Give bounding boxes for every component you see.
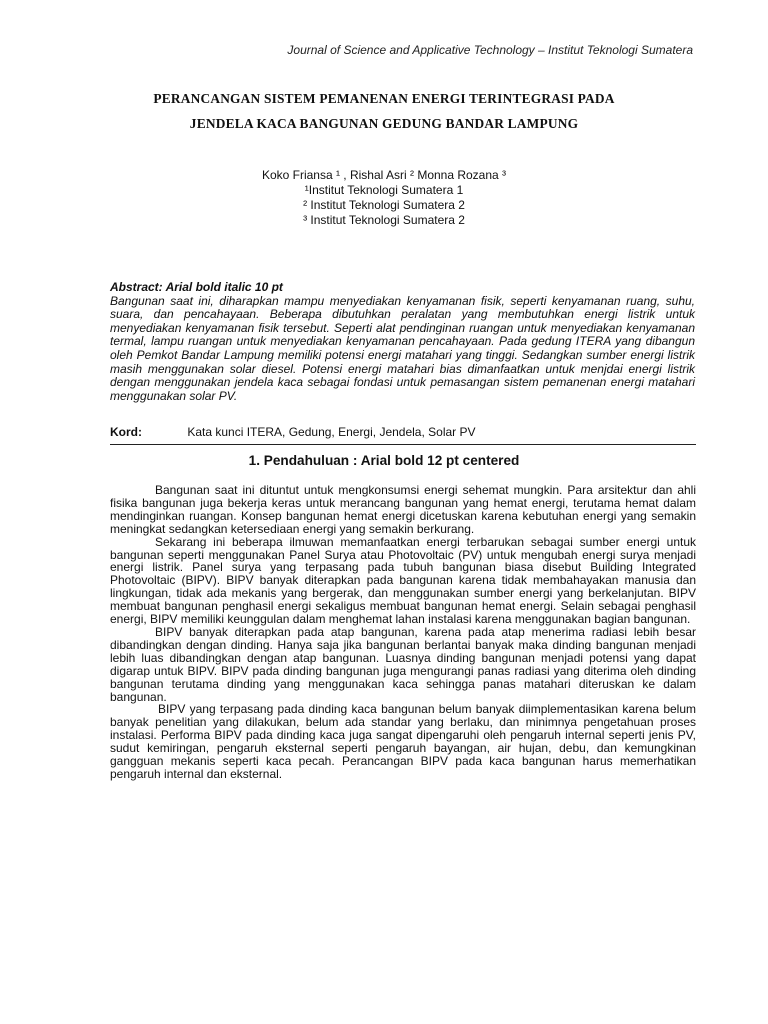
- title-line-1: PERANCANGAN SISTEM PEMANENAN ENERGI TERINTEGRASI PADA: [153, 91, 615, 106]
- body-paragraph-4: BIPV yang terpasang pada dinding kaca bangunan belum banyak diimplementasikan karena belum banyak penelitian yang dilakukan, belum ada standar yang berlaku, dan minimnya pengetahuan proses instalasi. Performa BIPV pada dinding kaca juga sangat dipengaruhi oleh pengaruh internal seperti jenis PV, sudut kemiringan, pengaruh eksternal seperti pengaruh bayangan, air hujan, debu, dan kemungkinan gangguan mekanis seperti kaca pecah. Perancangan BIPV pada kaca bangunan harus memerhatikan pengaruh internal dan eksternal.: [110, 702, 696, 781]
- body-paragraph-2: Sekarang ini beberapa ilmuwan memanfaatkan energi terbarukan sebagai sumber energi untuk bangunan seperti menggunakan Panel Surya atau Photovoltaic (PV) untuk mengubah energi surya menjadi energi listrik. Panel surya yang terpasang pada tubuh bangunan biasa disebut Building Integrated Photovoltaic (BIPV). BIPV banyak diterapkan pada bangunan karena tidak membahayakan manusia dan lingkungan, tidak ada mekanis yang bergerak, dan menggunakan sumber energi yang berkelanjutan. BIPV membuat bangunan penghasil energi sekaligus membuat bangunan hemat energi. Selain sebagai penghasil energi, BIPV memiliki keunggulan dalam menghemat lahan instalasi karena menggunakan bagian bangunan.: [110, 534, 696, 627]
- keywords-label: Kord:: [110, 425, 142, 439]
- journal-header: Journal of Science and Applicative Technology – Institut Teknologi Sumatera: [287, 43, 693, 57]
- affiliation-3: ³ Institut Teknologi Sumatera 2: [303, 213, 465, 227]
- abstract-text: Bangunan saat ini, diharapkan mampu menyediakan kenyamanan fisik, seperti kenyamanan ruang, suhu, suara, dan pencahayaan. Beberapa dibutuhkan peralatan yang membutuhkan energi listrik untuk menyediakan kenyamanan fisik tersebut. Seperti alat pendinginan ruangan untuk menyediakan kenyamanan termal, lampu ruangan untuk menyediakan kenyamanan pencahayaan. Pada gedung ITERA yang dibangun oleh Pemkot Bandar Lampung memiliki potensi energi matahari yang tinggi. Sedangkan sumber energi listrik masih menggunakan solar diesel. Potensi energi matahari bias dimanfaatkan untuk menjdai energi listrik dengan menggunakan jendela kaca sebagai fondasi untuk pemasangan sistem pemanenan energi matahari menggunakan solar PV.: [110, 293, 695, 403]
- author-names: Koko Friansa ¹ , Rishal Asri ² Monna Rozana ³: [261, 168, 507, 182]
- abstract-heading: Abstract: Arial bold italic 10 pt: [110, 280, 283, 294]
- title-line-2: JENDELA KACA BANGUNAN GEDUNG BANDAR LAMPUNG: [189, 116, 579, 131]
- section-divider: [110, 444, 696, 445]
- keywords-value: Kata kunci ITERA, Gedung, Energi, Jendela, Solar PV: [187, 425, 476, 439]
- abstract-section: [110, 281, 695, 403]
- section-heading: 1. Pendahuluan : Arial bold 12 pt centered: [248, 453, 520, 468]
- section-body: [110, 484, 696, 781]
- keywords-row: [110, 425, 476, 440]
- paper-title: [60, 86, 708, 136]
- affiliation-2: ² Institut Teknologi Sumatera 2: [303, 198, 465, 212]
- author-block: [0, 168, 768, 228]
- body-paragraph-3: BIPV banyak diterapkan pada atap bangunan, karena pada atap menerima radiasi lebih besar dibandingkan dengan dinding. Hanya saja jika bangunan berlantai banyak maka dinding bangunan menjadi lebih luas dibandingkan dengan atap bangunan. Luasnya dinding bangunan menjadi potensi yang dapat digarap untuk BIPV. BIPV pada dinding bangunan juga mengurangi panas radiasi yang diterima oleh dinding bangunan terutama dinding yang menggunakan kaca sehingga panas matahari diteruskan ke dalam bangunan.: [110, 624, 696, 704]
- body-paragraph-1: Bangunan saat ini dituntut untuk mengkonsumsi energi sehemat mungkin. Para arsitektur dan ahli fisika bangunan juga bekerja keras untuk merancang bangunan yang hemat energi, terutama hemat dalam mendinginkan ruangan. Konsep bangunan hemat energi dicetuskan karena kebutuhan energi yang semakin meningkat sedangkan ketersediaan energi yang semakin berkurang.: [110, 483, 696, 536]
- affiliation-1: ¹Institut Teknologi Sumatera 1: [304, 183, 464, 197]
